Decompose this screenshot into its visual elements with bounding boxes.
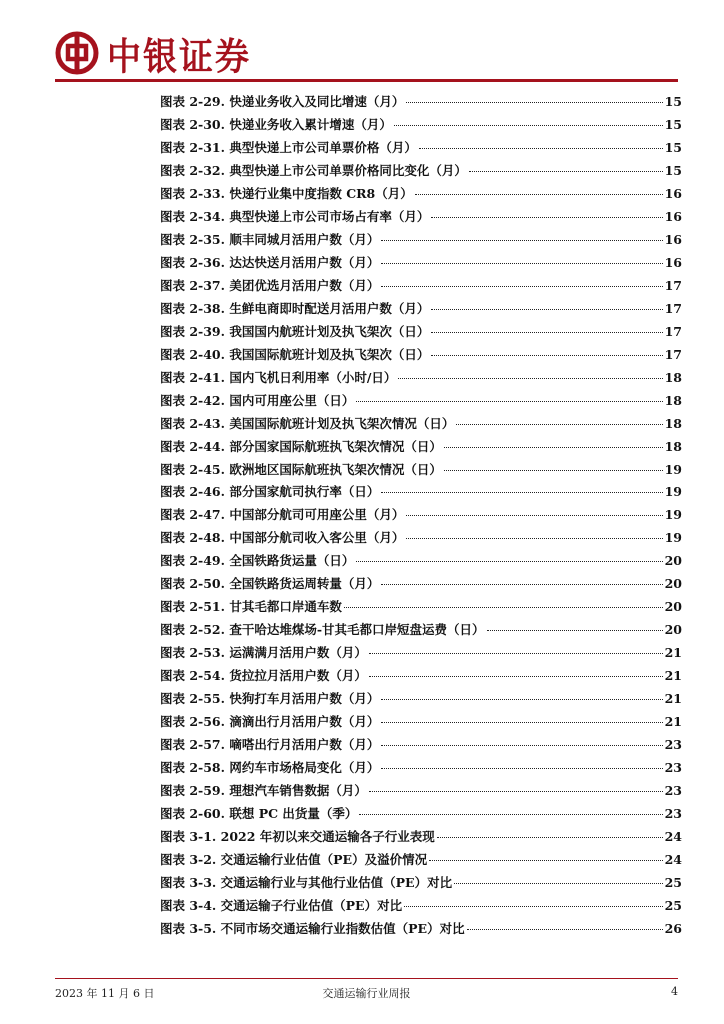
toc-leader-dots	[381, 240, 662, 241]
toc-leader-dots	[381, 745, 662, 746]
toc-entry-page: 16	[664, 231, 682, 247]
toc-entry-page: 25	[664, 874, 682, 890]
toc-entry-page: 21	[664, 714, 682, 730]
toc-leader-dots	[431, 217, 662, 218]
toc-entry-page: 21	[664, 645, 682, 661]
toc-entry[interactable]	[160, 850, 682, 873]
toc-leader-dots	[381, 699, 662, 700]
toc-leader-dots	[444, 447, 663, 448]
toc-entry-label: 图表 2-50. 全国铁路货运周转量（月）	[160, 576, 380, 592]
toc-entry-page: 18	[664, 392, 682, 408]
toc-leader-dots	[437, 837, 663, 838]
toc-entry-label: 图表 2-37. 美团优选月活用户数（月）	[160, 277, 380, 293]
footer	[55, 985, 678, 1001]
toc-leader-dots	[419, 148, 663, 149]
toc-entry[interactable]	[160, 230, 682, 253]
toc-entry[interactable]	[160, 597, 682, 620]
toc-entry[interactable]	[160, 643, 682, 666]
toc-entry[interactable]	[160, 689, 682, 712]
toc-entry-page: 18	[664, 438, 682, 454]
toc-leader-dots	[454, 883, 663, 884]
toc-entry-page: 23	[664, 783, 682, 799]
toc-entry-page: 24	[664, 851, 682, 867]
toc-entry[interactable]	[160, 460, 682, 483]
toc-entry-page: 17	[664, 277, 682, 293]
toc-entry[interactable]	[160, 322, 682, 345]
toc-leader-dots	[431, 332, 662, 333]
toc-entry[interactable]	[160, 896, 682, 919]
toc-entry-page: 19	[664, 507, 682, 523]
toc-entry-page: 20	[664, 599, 682, 615]
toc-entry-label: 图表 2-44. 部分国家国际航班执飞架次情况（日）	[160, 438, 442, 454]
toc-entry-label: 图表 2-33. 快递行业集中度指数 CR8（月）	[160, 185, 413, 201]
toc-entry[interactable]	[160, 827, 682, 850]
toc-entry-page: 16	[664, 254, 682, 270]
toc-leader-dots	[467, 929, 663, 930]
toc-entry-label: 图表 2-42. 国内可用座公里（日）	[160, 392, 355, 408]
toc-entry[interactable]	[160, 781, 682, 804]
toc-entry[interactable]	[160, 391, 682, 414]
toc-entry-label: 图表 3-5. 不同市场交通运输行业指数估值（PE）对比	[160, 920, 465, 936]
toc-entry[interactable]	[160, 345, 682, 368]
toc-entry-label: 图表 2-51. 甘其毛都口岸通车数	[160, 599, 342, 615]
toc-entry[interactable]	[160, 758, 682, 781]
toc-leader-dots	[369, 653, 663, 654]
toc-entry-label: 图表 2-56. 滴滴出行月活用户数（月）	[160, 714, 380, 730]
toc-entry-page: 19	[664, 530, 682, 546]
toc-entry-page: 15	[664, 162, 682, 178]
toc-leader-dots	[381, 263, 662, 264]
toc-leader-dots	[406, 515, 662, 516]
toc-leader-dots	[359, 814, 662, 815]
bank-of-china-logo-icon	[55, 31, 99, 75]
toc-entry-page: 17	[664, 346, 682, 362]
toc-leader-dots	[429, 860, 663, 861]
toc-entry-label: 图表 2-39. 我国国内航班计划及执飞架次（日）	[160, 323, 430, 339]
toc-entry-label: 图表 2-38. 生鲜电商即时配送月活用户数（月）	[160, 300, 430, 316]
toc-entry-label: 图表 2-46. 部分国家航司执行率（日）	[160, 484, 380, 500]
toc-entry-label: 图表 2-45. 欧洲地区国际航班执飞架次情况（日）	[160, 461, 442, 477]
toc-leader-dots	[415, 194, 663, 195]
toc-entry-page: 16	[664, 208, 682, 224]
toc-leader-dots	[431, 355, 662, 356]
toc-leader-dots	[381, 492, 662, 493]
toc-leader-dots	[394, 125, 663, 126]
toc-leader-dots	[381, 768, 662, 769]
toc-leader-dots	[356, 401, 662, 402]
toc-entry[interactable]	[160, 184, 682, 207]
toc-entry[interactable]	[160, 368, 682, 391]
footer-rule	[55, 978, 678, 979]
toc-leader-dots	[356, 561, 662, 562]
toc-leader-dots	[469, 171, 663, 172]
toc-leader-dots	[344, 607, 663, 608]
toc-entry[interactable]	[160, 919, 682, 942]
toc-entry[interactable]	[160, 276, 682, 299]
footer-date: 2023 年 11 月 6 日	[55, 987, 155, 1000]
toc-entry-page: 15	[664, 94, 682, 109]
toc-leader-dots	[456, 424, 662, 425]
toc-entry-page: 17	[664, 300, 682, 316]
toc-entry-page: 21	[664, 691, 682, 707]
toc-entry-page: 20	[664, 553, 682, 569]
toc-entry-label: 图表 2-57. 嘀嗒出行月活用户数（月）	[160, 737, 380, 753]
toc-leader-dots	[381, 584, 662, 585]
toc-entry-label: 图表 3-4. 交通运输子行业估值（PE）对比	[160, 897, 403, 913]
toc-leader-dots	[487, 630, 663, 631]
toc-leader-dots	[431, 309, 662, 310]
toc-leader-dots	[398, 378, 662, 379]
toc-entry-label: 图表 2-31. 典型快递上市公司单票价格（月）	[160, 139, 417, 155]
toc-entry-page: 20	[664, 622, 682, 638]
toc-entry-label: 图表 3-3. 交通运输行业与其他行业估值（PE）对比	[160, 874, 453, 890]
toc-entry[interactable]	[160, 551, 682, 574]
toc-entry-label: 图表 2-60. 联想 PC 出货量（季）	[160, 806, 358, 822]
toc-entry[interactable]	[160, 253, 682, 276]
toc-entry-label: 图表 2-35. 顺丰同城月活用户数（月）	[160, 231, 380, 247]
toc-entry-label: 图表 3-1. 2022 年初以来交通运输各子行业表现	[160, 829, 435, 844]
toc-entry-page: 26	[664, 920, 682, 936]
toc-entry-page: 19	[664, 484, 682, 500]
toc-entry[interactable]	[160, 528, 682, 551]
toc-entry[interactable]	[160, 207, 682, 230]
toc-entry-label: 图表 2-54. 货拉拉月活用户数（月）	[160, 668, 367, 684]
toc-entry-label: 图表 2-36. 达达快送月活用户数（月）	[160, 254, 380, 270]
header-rule	[55, 79, 678, 82]
toc-entry[interactable]	[160, 482, 682, 505]
toc-entry-page: 15	[664, 139, 682, 155]
toc-entry-label: 图表 2-58. 网约车市场格局变化（月）	[160, 760, 380, 776]
toc-entry[interactable]	[160, 115, 682, 138]
toc-entry[interactable]	[160, 620, 682, 643]
toc-entry-page: 23	[664, 737, 682, 753]
toc-entry[interactable]	[160, 437, 682, 460]
toc-entry-label: 图表 2-34. 典型快递上市公司市场占有率（月）	[160, 208, 430, 224]
brand-name: 中银证券	[107, 34, 251, 79]
toc-entry-page: 15	[664, 116, 682, 132]
toc-entry-label: 图表 2-29. 快递业务收入及同比增速（月）	[160, 94, 405, 109]
toc-entry-page: 24	[664, 829, 682, 844]
toc-leader-dots	[404, 906, 663, 907]
toc-entry-label: 图表 2-59. 理想汽车销售数据（月）	[160, 783, 367, 799]
toc-entry[interactable]	[160, 505, 682, 528]
toc-entry-label: 图表 2-52. 查干哈达堆煤场-甘其毛都口岸短盘运费（日）	[160, 622, 485, 638]
toc-entry-label: 图表 2-30. 快递业务收入累计增速（月）	[160, 116, 392, 132]
toc-entry-page: 18	[664, 415, 682, 431]
toc-leader-dots	[444, 470, 663, 471]
toc-leader-dots	[369, 676, 663, 677]
toc-entry[interactable]	[160, 574, 682, 597]
toc-entry-label: 图表 2-49. 全国铁路货运量（日）	[160, 553, 355, 569]
toc-entry-label: 图表 2-55. 快狗打车月活用户数（月）	[160, 691, 380, 707]
toc-entry[interactable]	[160, 92, 682, 115]
toc-entry-page: 16	[664, 185, 682, 201]
toc-leader-dots	[406, 102, 662, 103]
toc-entry[interactable]	[160, 414, 682, 437]
toc-entry-page: 20	[664, 576, 682, 592]
toc-entry-page: 25	[664, 897, 682, 913]
toc-entry-label: 图表 2-53. 运满满月活用户数（月）	[160, 645, 367, 661]
toc-entry-label: 图表 2-32. 典型快递上市公司单票价格同比变化（月）	[160, 162, 467, 178]
toc-entry-page: 23	[664, 806, 682, 822]
toc-entry[interactable]	[160, 299, 682, 322]
toc-entry-label: 图表 2-40. 我国国际航班计划及执飞架次（日）	[160, 346, 430, 362]
toc-leader-dots	[381, 286, 662, 287]
toc-entry[interactable]	[160, 138, 682, 161]
toc-entry-page: 19	[664, 461, 682, 477]
toc-entry-label: 图表 2-43. 美国国际航班计划及执飞架次情况（日）	[160, 415, 455, 431]
toc-leader-dots	[369, 791, 663, 792]
toc-leader-dots	[381, 722, 662, 723]
header	[55, 28, 251, 78]
toc-entry[interactable]	[160, 161, 682, 184]
toc-entry-page: 17	[664, 323, 682, 339]
toc-entry[interactable]	[160, 873, 682, 896]
toc-entry-page: 23	[664, 760, 682, 776]
toc-entry[interactable]	[160, 666, 682, 689]
toc-leader-dots	[406, 538, 662, 539]
toc-entry-page: 18	[664, 369, 682, 385]
toc-entry-page: 21	[664, 668, 682, 684]
toc-entry[interactable]	[160, 804, 682, 827]
toc-entry-label: 图表 2-41. 国内飞机日利用率（小时/日）	[160, 369, 397, 385]
toc-entry-label: 图表 2-48. 中国部分航司收入客公里（月）	[160, 530, 405, 546]
table-of-figures	[160, 92, 682, 942]
footer-title: 交通运输行业周报	[322, 987, 411, 1000]
toc-entry-label: 图表 3-2. 交通运输行业估值（PE）及溢价情况	[160, 851, 428, 867]
toc-entry-label: 图表 2-47. 中国部分航司可用座公里（月）	[160, 507, 405, 523]
toc-entry[interactable]	[160, 735, 682, 758]
footer-page-number: 4	[671, 985, 678, 998]
toc-entry[interactable]	[160, 712, 682, 735]
